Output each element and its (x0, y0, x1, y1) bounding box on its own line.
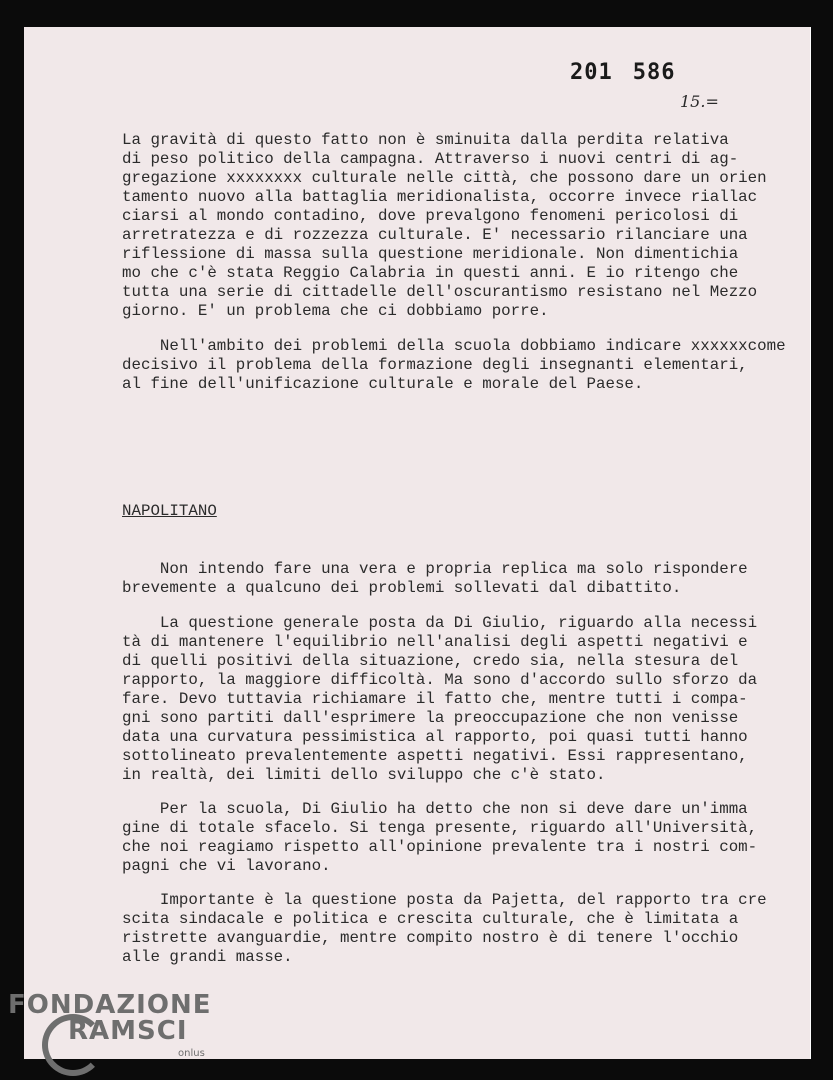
text-line: brevemente a qualcuno dei problemi sollevati dal dibattito. (122, 579, 682, 597)
text-line: sottolineato prevalentemente aspetti negativi. Essi rappresentano, (122, 747, 748, 765)
text-line: in realtà, dei limiti dello sviluppo che c'è stato. (122, 766, 606, 784)
text-line: data una curvatura pessimistica al rapporto, poi quasi tutti hanno (122, 728, 748, 746)
text-line: gni sono partiti dall'esprimere la preoccupazione che non venisse (122, 709, 739, 727)
text-line: decisivo il problema della formazione degli insegnanti elementari, (122, 356, 748, 374)
text-line: ristrette avanguardie, mentre compito nostro è di tenere l'occhio (122, 929, 739, 947)
text-line: scita sindacale e politica e crescita culturale, che è limitata a (122, 910, 739, 928)
text-line: Nell'ambito dei problemi della scuola dobbiamo indicare xxxxxxcome (122, 337, 786, 355)
text-line: Per la scuola, Di Giulio ha detto che non si deve dare un'imma (122, 800, 748, 818)
text-line: di peso politico della campagna. Attraverso i nuovi centri di ag- (122, 150, 739, 168)
text-line: tamento nuovo alla battaglia meridionalista, occorre invece riallac (122, 188, 758, 206)
page-number: 15.= (680, 92, 719, 111)
document-number (570, 60, 696, 85)
watermark-line2: RAMSCI (68, 1016, 188, 1046)
text-line: giorno. E' un problema che ci dobbiamo porre. (122, 302, 549, 320)
text-line: Non intendo fare una vera e propria replica ma solo rispondere (122, 560, 748, 578)
text-line: mo che c'è stata Reggio Calabria in questi anni. E io ritengo che (122, 264, 739, 282)
text-line: che noi reagiamo rispetto all'opinione prevalente tra i nostri com- (122, 838, 758, 856)
text-line: La gravità di questo fatto non è sminuita dalla perdita relativa (122, 131, 729, 149)
text-line: fare. Devo tuttavia richiamare il fatto che, mentre tutti i compa- (122, 690, 748, 708)
text-line: Importante è la questione posta da Pajetta, del rapporto tra cre (122, 891, 767, 909)
watermark-line1: FONDAZIONE (8, 990, 212, 1020)
watermark-line3: onlus (178, 1048, 205, 1059)
fondazione-gramsci-watermark (8, 990, 212, 1059)
text-line: alle grandi masse. (122, 948, 293, 966)
text-line: tutta una serie di cittadelle dell'oscurantismo resistano nel Mezzo (122, 283, 758, 301)
text-line: arretratezza e di rozzezza culturale. E' necessario rilanciare una (122, 226, 748, 244)
doc-number-left: 201 (570, 60, 613, 85)
text-line: pagni che vi lavorano. (122, 857, 331, 875)
text-line: ciarsi al mondo contadino, dove prevalgono fenomeni pericolosi di (122, 207, 739, 225)
g-logo-icon (42, 1014, 104, 1076)
text-line: gregazione xxxxxxxx culturale nelle città, che possono dare un orien (122, 169, 767, 187)
text-line: rapporto, la maggiore difficoltà. Ma sono d'accordo sullo sforzo da (122, 671, 758, 689)
speaker-heading: NAPOLITANO (122, 502, 217, 520)
text-line: riflessione di massa sulla questione meridionale. Non dimentichia (122, 245, 739, 263)
text-line: al fine dell'unificazione culturale e morale del Paese. (122, 375, 644, 393)
text-line: gine di totale sfacelo. Si tenga presente, riguardo all'Università, (122, 819, 758, 837)
text-line: tà di mantenere l'equilibrio nell'analisi degli aspetti negativi e (122, 633, 748, 651)
text-line: La questione generale posta da Di Giulio, riguardo alla necessi (122, 614, 758, 632)
text-line: di quelli positivi della situazione, credo sia, nella stesura del (122, 652, 739, 670)
doc-number-right: 586 (632, 60, 676, 85)
